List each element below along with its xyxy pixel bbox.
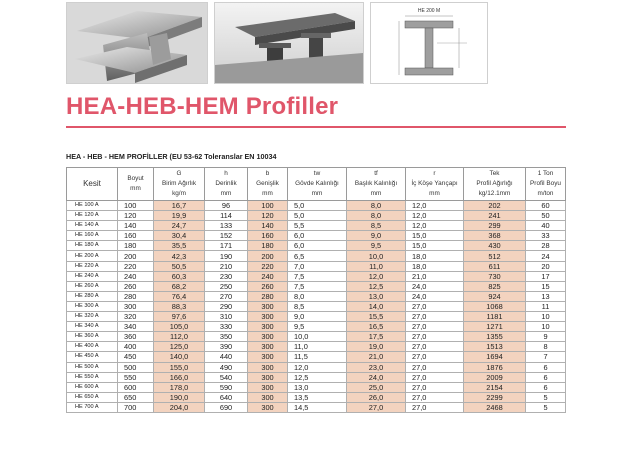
table-cell: 13,0 <box>347 291 406 301</box>
column-header-line: Boyut <box>127 175 144 182</box>
table-cell: 10,0 <box>347 251 406 261</box>
table-row <box>67 281 566 291</box>
table-cell: 241 <box>464 211 526 221</box>
table-cell: HE 700 A <box>67 402 118 412</box>
table-cell: HE 400 A <box>67 342 118 352</box>
table-cell: 5,5 <box>288 221 347 231</box>
table-cell: 112,0 <box>154 332 205 342</box>
i-beam-drawing <box>370 2 488 84</box>
table-cell: 180 <box>248 241 288 251</box>
table-cell: 200 <box>118 251 154 261</box>
table-row <box>67 251 566 261</box>
column-header-line: Kesit <box>83 179 101 188</box>
table-cell: 10 <box>526 322 566 332</box>
table-row <box>67 271 566 281</box>
table-cell: 8,0 <box>288 291 347 301</box>
table-cell: 250 <box>205 281 248 291</box>
column-header <box>67 168 118 201</box>
table-cell: 7,5 <box>288 271 347 281</box>
table-cell: 60 <box>526 201 566 211</box>
column-header-line: Profil Ağırlığı <box>476 180 513 187</box>
table-cell: 60,3 <box>154 271 205 281</box>
table-cell: 200 <box>248 251 288 261</box>
table-cell: 700 <box>118 402 154 412</box>
column-header-line: mm <box>130 185 141 192</box>
column-header-line: mm <box>311 190 323 197</box>
table-cell: 27,0 <box>406 322 464 332</box>
column-header-line: mm <box>220 190 232 197</box>
table-cell: 7,0 <box>288 261 347 271</box>
table-cell: 26,0 <box>347 392 406 402</box>
table-row <box>67 382 566 392</box>
table-cell: HE 500 A <box>67 362 118 372</box>
column-header <box>205 168 248 201</box>
table-cell: HE 160 A <box>67 231 118 241</box>
table-cell: 30,4 <box>154 231 205 241</box>
table-cell: 280 <box>118 291 154 301</box>
table-row <box>67 342 566 352</box>
table-cell: 6,5 <box>288 251 347 261</box>
table-cell: 24,0 <box>347 372 406 382</box>
table-row <box>67 211 566 221</box>
table-cell: 19,9 <box>154 211 205 221</box>
table-header-row <box>67 168 566 201</box>
column-header-line: İç Köşe Yarıçapı <box>411 180 458 187</box>
table-cell: 204,0 <box>154 402 205 412</box>
table-cell: 125,0 <box>154 342 205 352</box>
table-cell: 140 <box>118 221 154 231</box>
table-cell: 825 <box>464 281 526 291</box>
table-row <box>67 362 566 372</box>
table-cell: 300 <box>248 322 288 332</box>
table-cell: 120 <box>248 211 288 221</box>
table-cell: 210 <box>205 261 248 271</box>
table-cell: 140 <box>248 221 288 231</box>
table-cell: HE 650 A <box>67 392 118 402</box>
table-cell: 100 <box>118 201 154 211</box>
table-cell: 300 <box>248 372 288 382</box>
table-cell: 27,0 <box>406 362 464 372</box>
table-cell: 6 <box>526 372 566 382</box>
table-cell: 1181 <box>464 312 526 322</box>
table-cell: 500 <box>118 362 154 372</box>
title-underline <box>66 126 566 128</box>
table-cell: 450 <box>118 352 154 362</box>
table-cell: HE 220 A <box>67 261 118 271</box>
column-header-line: kg/m <box>172 190 186 197</box>
table-cell: 114 <box>205 211 248 221</box>
table-cell: 9,5 <box>288 322 347 332</box>
table-cell: 9 <box>526 332 566 342</box>
column-header-line: Başlık Kalınlığı <box>354 180 398 187</box>
column-header-line: 1 Ton <box>537 170 554 177</box>
table-row <box>67 241 566 251</box>
table-cell: 8 <box>526 342 566 352</box>
table-cell: 171 <box>205 241 248 251</box>
table-cell: 166,0 <box>154 372 205 382</box>
table-cell: 9,0 <box>288 312 347 322</box>
table-cell: 1694 <box>464 352 526 362</box>
table-cell: 27,0 <box>406 402 464 412</box>
table-cell: 590 <box>205 382 248 392</box>
table-cell: 640 <box>205 392 248 402</box>
table-cell: HE 240 A <box>67 271 118 281</box>
table-cell: HE 550 A <box>67 372 118 382</box>
table-cell: 13,0 <box>288 382 347 392</box>
table-cell: 310 <box>205 312 248 322</box>
table-cell: 15,0 <box>406 231 464 241</box>
table-cell: 6,0 <box>288 241 347 251</box>
table-cell: 190,0 <box>154 392 205 402</box>
table-row <box>67 352 566 362</box>
table-cell: 400 <box>118 342 154 352</box>
page-title: HEA-HEB-HEM Profiller <box>66 93 339 120</box>
table-cell: 12,0 <box>288 362 347 372</box>
table-cell: 17 <box>526 271 566 281</box>
steel-beam-photo <box>66 2 208 84</box>
table-cell: 96 <box>205 201 248 211</box>
table-cell: 8,5 <box>347 221 406 231</box>
table-cell: 390 <box>205 342 248 352</box>
table-cell: 16,5 <box>347 322 406 332</box>
table-subtitle: HEA - HEB - HEM PROFİLLER (EU 53-62 Toleranslar EN 10034 <box>66 152 277 161</box>
column-header-line: mm <box>429 190 440 197</box>
column-header-line: Gövde Kalınlığı <box>295 180 339 187</box>
table-cell: 300 <box>248 352 288 362</box>
table-cell: 11,0 <box>288 342 347 352</box>
column-header <box>464 168 526 201</box>
table-cell: 15,5 <box>347 312 406 322</box>
table-cell: 2009 <box>464 372 526 382</box>
table-cell: 350 <box>205 332 248 342</box>
table-row <box>67 392 566 402</box>
table-cell: 220 <box>118 261 154 271</box>
table-row <box>67 322 566 332</box>
table-cell: 50 <box>526 211 566 221</box>
table-cell: 7,5 <box>288 281 347 291</box>
table-cell: HE 260 A <box>67 281 118 291</box>
table-cell: 611 <box>464 261 526 271</box>
table-cell: 14,0 <box>347 301 406 311</box>
table-cell: 260 <box>118 281 154 291</box>
table-cell: HE 180 A <box>67 241 118 251</box>
table-cell: 202 <box>464 201 526 211</box>
table-row <box>67 261 566 271</box>
table-row <box>67 201 566 211</box>
table-cell: 100 <box>248 201 288 211</box>
table-cell: 12,0 <box>406 211 464 221</box>
table-cell: 300 <box>248 312 288 322</box>
table-cell: HE 140 A <box>67 221 118 231</box>
table-cell: 16,7 <box>154 201 205 211</box>
table-cell: 13,5 <box>288 392 347 402</box>
column-header <box>118 168 154 201</box>
table-row <box>67 372 566 382</box>
table-cell: 27,0 <box>406 342 464 352</box>
table-cell: HE 320 A <box>67 312 118 322</box>
table-cell: 21,0 <box>406 271 464 281</box>
table-cell: 50,5 <box>154 261 205 271</box>
table-cell: HE 120 A <box>67 211 118 221</box>
table-cell: 550 <box>118 372 154 382</box>
table-row <box>67 312 566 322</box>
table-cell: 24,0 <box>406 291 464 301</box>
table-cell: 6,0 <box>288 231 347 241</box>
table-cell: 27,0 <box>406 301 464 311</box>
table-cell: 650 <box>118 392 154 402</box>
table-cell: 27,0 <box>347 402 406 412</box>
column-header-line: mm <box>370 190 382 197</box>
table-cell: 8,0 <box>347 211 406 221</box>
column-header-line: Derinlik <box>215 180 237 187</box>
table-cell: 340 <box>118 322 154 332</box>
table-cell: 260 <box>248 281 288 291</box>
header-photos <box>66 0 586 90</box>
table-cell: 2154 <box>464 382 526 392</box>
table-cell: 330 <box>205 322 248 332</box>
table-cell: 368 <box>464 231 526 241</box>
table-cell: HE 280 A <box>67 291 118 301</box>
table-cell: 280 <box>248 291 288 301</box>
table-cell: 600 <box>118 382 154 392</box>
table-cell: 105,0 <box>154 322 205 332</box>
table-cell: 12,5 <box>347 281 406 291</box>
column-header-line: m/ton <box>537 190 554 197</box>
table-cell: 1355 <box>464 332 526 342</box>
table-cell: 300 <box>248 402 288 412</box>
table-cell: 19,0 <box>347 342 406 352</box>
column-header-line: b <box>265 170 270 177</box>
table-cell: 17,5 <box>347 332 406 342</box>
table-cell: 35,5 <box>154 241 205 251</box>
table-cell: 300 <box>248 362 288 372</box>
table-cell: 5 <box>526 402 566 412</box>
table-cell: 180 <box>118 241 154 251</box>
table-cell: 27,0 <box>406 332 464 342</box>
table-cell: 300 <box>118 301 154 311</box>
table-cell: HE 300 A <box>67 301 118 311</box>
column-header-line: Tek <box>489 170 500 177</box>
table-cell: 24 <box>526 251 566 261</box>
table-row <box>67 231 566 241</box>
table-cell: 11,5 <box>288 352 347 362</box>
table-cell: 155,0 <box>154 362 205 372</box>
table-cell: 690 <box>205 402 248 412</box>
table-cell: 220 <box>248 261 288 271</box>
table-cell: 120 <box>118 211 154 221</box>
table-cell: 1876 <box>464 362 526 372</box>
table-cell: 97,6 <box>154 312 205 322</box>
table-cell: 25,0 <box>347 382 406 392</box>
table-cell: 6 <box>526 382 566 392</box>
table-cell: 490 <box>205 362 248 372</box>
table-row <box>67 402 566 412</box>
column-header-line: kg/12.1mm <box>478 190 511 197</box>
table-cell: 1513 <box>464 342 526 352</box>
table-cell: 730 <box>464 271 526 281</box>
column-header-line: G <box>176 170 182 177</box>
table-cell: 15,0 <box>406 241 464 251</box>
table-cell: 9,0 <box>347 231 406 241</box>
table-cell: 300 <box>248 382 288 392</box>
table-cell: HE 450 A <box>67 352 118 362</box>
table-cell: 24,7 <box>154 221 205 231</box>
table-cell: 300 <box>248 301 288 311</box>
column-header <box>288 168 347 201</box>
table-cell: HE 360 A <box>67 332 118 342</box>
table-row <box>67 301 566 311</box>
table-cell: 27,0 <box>406 392 464 402</box>
column-header <box>406 168 464 201</box>
table-cell: 1068 <box>464 301 526 311</box>
table-cell: 160 <box>118 231 154 241</box>
column-header-line: Profil Boyu <box>530 180 561 187</box>
table-cell: HE 600 A <box>67 382 118 392</box>
column-header <box>347 168 406 201</box>
table-cell: 76,4 <box>154 291 205 301</box>
column-header-line: tf <box>374 170 378 177</box>
table-cell: 924 <box>464 291 526 301</box>
table-cell: 5,0 <box>288 211 347 221</box>
table-cell: 440 <box>205 352 248 362</box>
table-cell: 7 <box>526 352 566 362</box>
table-cell: 6 <box>526 362 566 372</box>
table-cell: 27,0 <box>406 382 464 392</box>
table-cell: 24,0 <box>406 281 464 291</box>
table-cell: 68,2 <box>154 281 205 291</box>
table-cell: 11 <box>526 301 566 311</box>
column-header <box>526 168 566 201</box>
table-cell: 320 <box>118 312 154 322</box>
table-cell: 21,0 <box>347 352 406 362</box>
table-cell: 160 <box>248 231 288 241</box>
table-cell: 300 <box>248 332 288 342</box>
table-cell: 430 <box>464 241 526 251</box>
table-cell: 152 <box>205 231 248 241</box>
column-header-line: tw <box>313 170 321 177</box>
table-cell: 2468 <box>464 402 526 412</box>
column-header-line: r <box>433 170 436 177</box>
table-cell: 2299 <box>464 392 526 402</box>
table-cell: 5 <box>526 392 566 402</box>
table-cell: 15 <box>526 281 566 291</box>
table-cell: 540 <box>205 372 248 382</box>
profile-spec-table <box>66 167 566 413</box>
column-header-line: Birim Ağırlık <box>161 180 197 187</box>
table-cell: 12,0 <box>347 271 406 281</box>
table-cell: 18,0 <box>406 251 464 261</box>
table-cell: 33 <box>526 231 566 241</box>
table-cell: 27,0 <box>406 372 464 382</box>
column-header-line: Genişlik <box>256 180 279 187</box>
table-cell: 27,0 <box>406 312 464 322</box>
column-header <box>248 168 288 201</box>
table-cell: 14,5 <box>288 402 347 412</box>
table-cell: 28 <box>526 241 566 251</box>
table-cell: 240 <box>248 271 288 281</box>
table-cell: 190 <box>205 251 248 261</box>
table-cell: 11,0 <box>347 261 406 271</box>
table-cell: HE 340 A <box>67 322 118 332</box>
table-cell: 10 <box>526 312 566 322</box>
table-cell: 42,3 <box>154 251 205 261</box>
table-row <box>67 221 566 231</box>
table-cell: 299 <box>464 221 526 231</box>
table-body <box>67 201 566 413</box>
table-cell: 12,5 <box>288 372 347 382</box>
table-row <box>67 291 566 301</box>
table-cell: 9,5 <box>347 241 406 251</box>
table-cell: 270 <box>205 291 248 301</box>
table-cell: 40 <box>526 221 566 231</box>
table-cell: 360 <box>118 332 154 342</box>
table-cell: 300 <box>248 342 288 352</box>
table-cell: 8,5 <box>288 301 347 311</box>
table-cell: 300 <box>248 392 288 402</box>
table-cell: 240 <box>118 271 154 281</box>
table-cell: 8,0 <box>347 201 406 211</box>
table-cell: 23,0 <box>347 362 406 372</box>
table-cell: HE 200 A <box>67 251 118 261</box>
table-cell: 290 <box>205 301 248 311</box>
table-cell: HE 100 A <box>67 201 118 211</box>
column-header <box>154 168 205 201</box>
table-cell: 12,0 <box>406 221 464 231</box>
table-cell: 1271 <box>464 322 526 332</box>
table-cell: 27,0 <box>406 352 464 362</box>
table-cell: 12,0 <box>406 201 464 211</box>
column-header-line: h <box>224 170 228 177</box>
table-cell: 512 <box>464 251 526 261</box>
table-cell: 18,0 <box>406 261 464 271</box>
column-header-line: mm <box>262 190 273 197</box>
table-cell: 5,0 <box>288 201 347 211</box>
table-cell: 140,0 <box>154 352 205 362</box>
steel-stack-photo <box>214 2 364 84</box>
table-cell: 10,0 <box>288 332 347 342</box>
table-cell: 133 <box>205 221 248 231</box>
table-cell: 230 <box>205 271 248 281</box>
table-cell: 178,0 <box>154 382 205 392</box>
table-cell: 88,3 <box>154 301 205 311</box>
table-cell: 13 <box>526 291 566 301</box>
table-row <box>67 332 566 342</box>
table-cell: 20 <box>526 261 566 271</box>
drawing-label: HE 200 M <box>417 8 441 14</box>
